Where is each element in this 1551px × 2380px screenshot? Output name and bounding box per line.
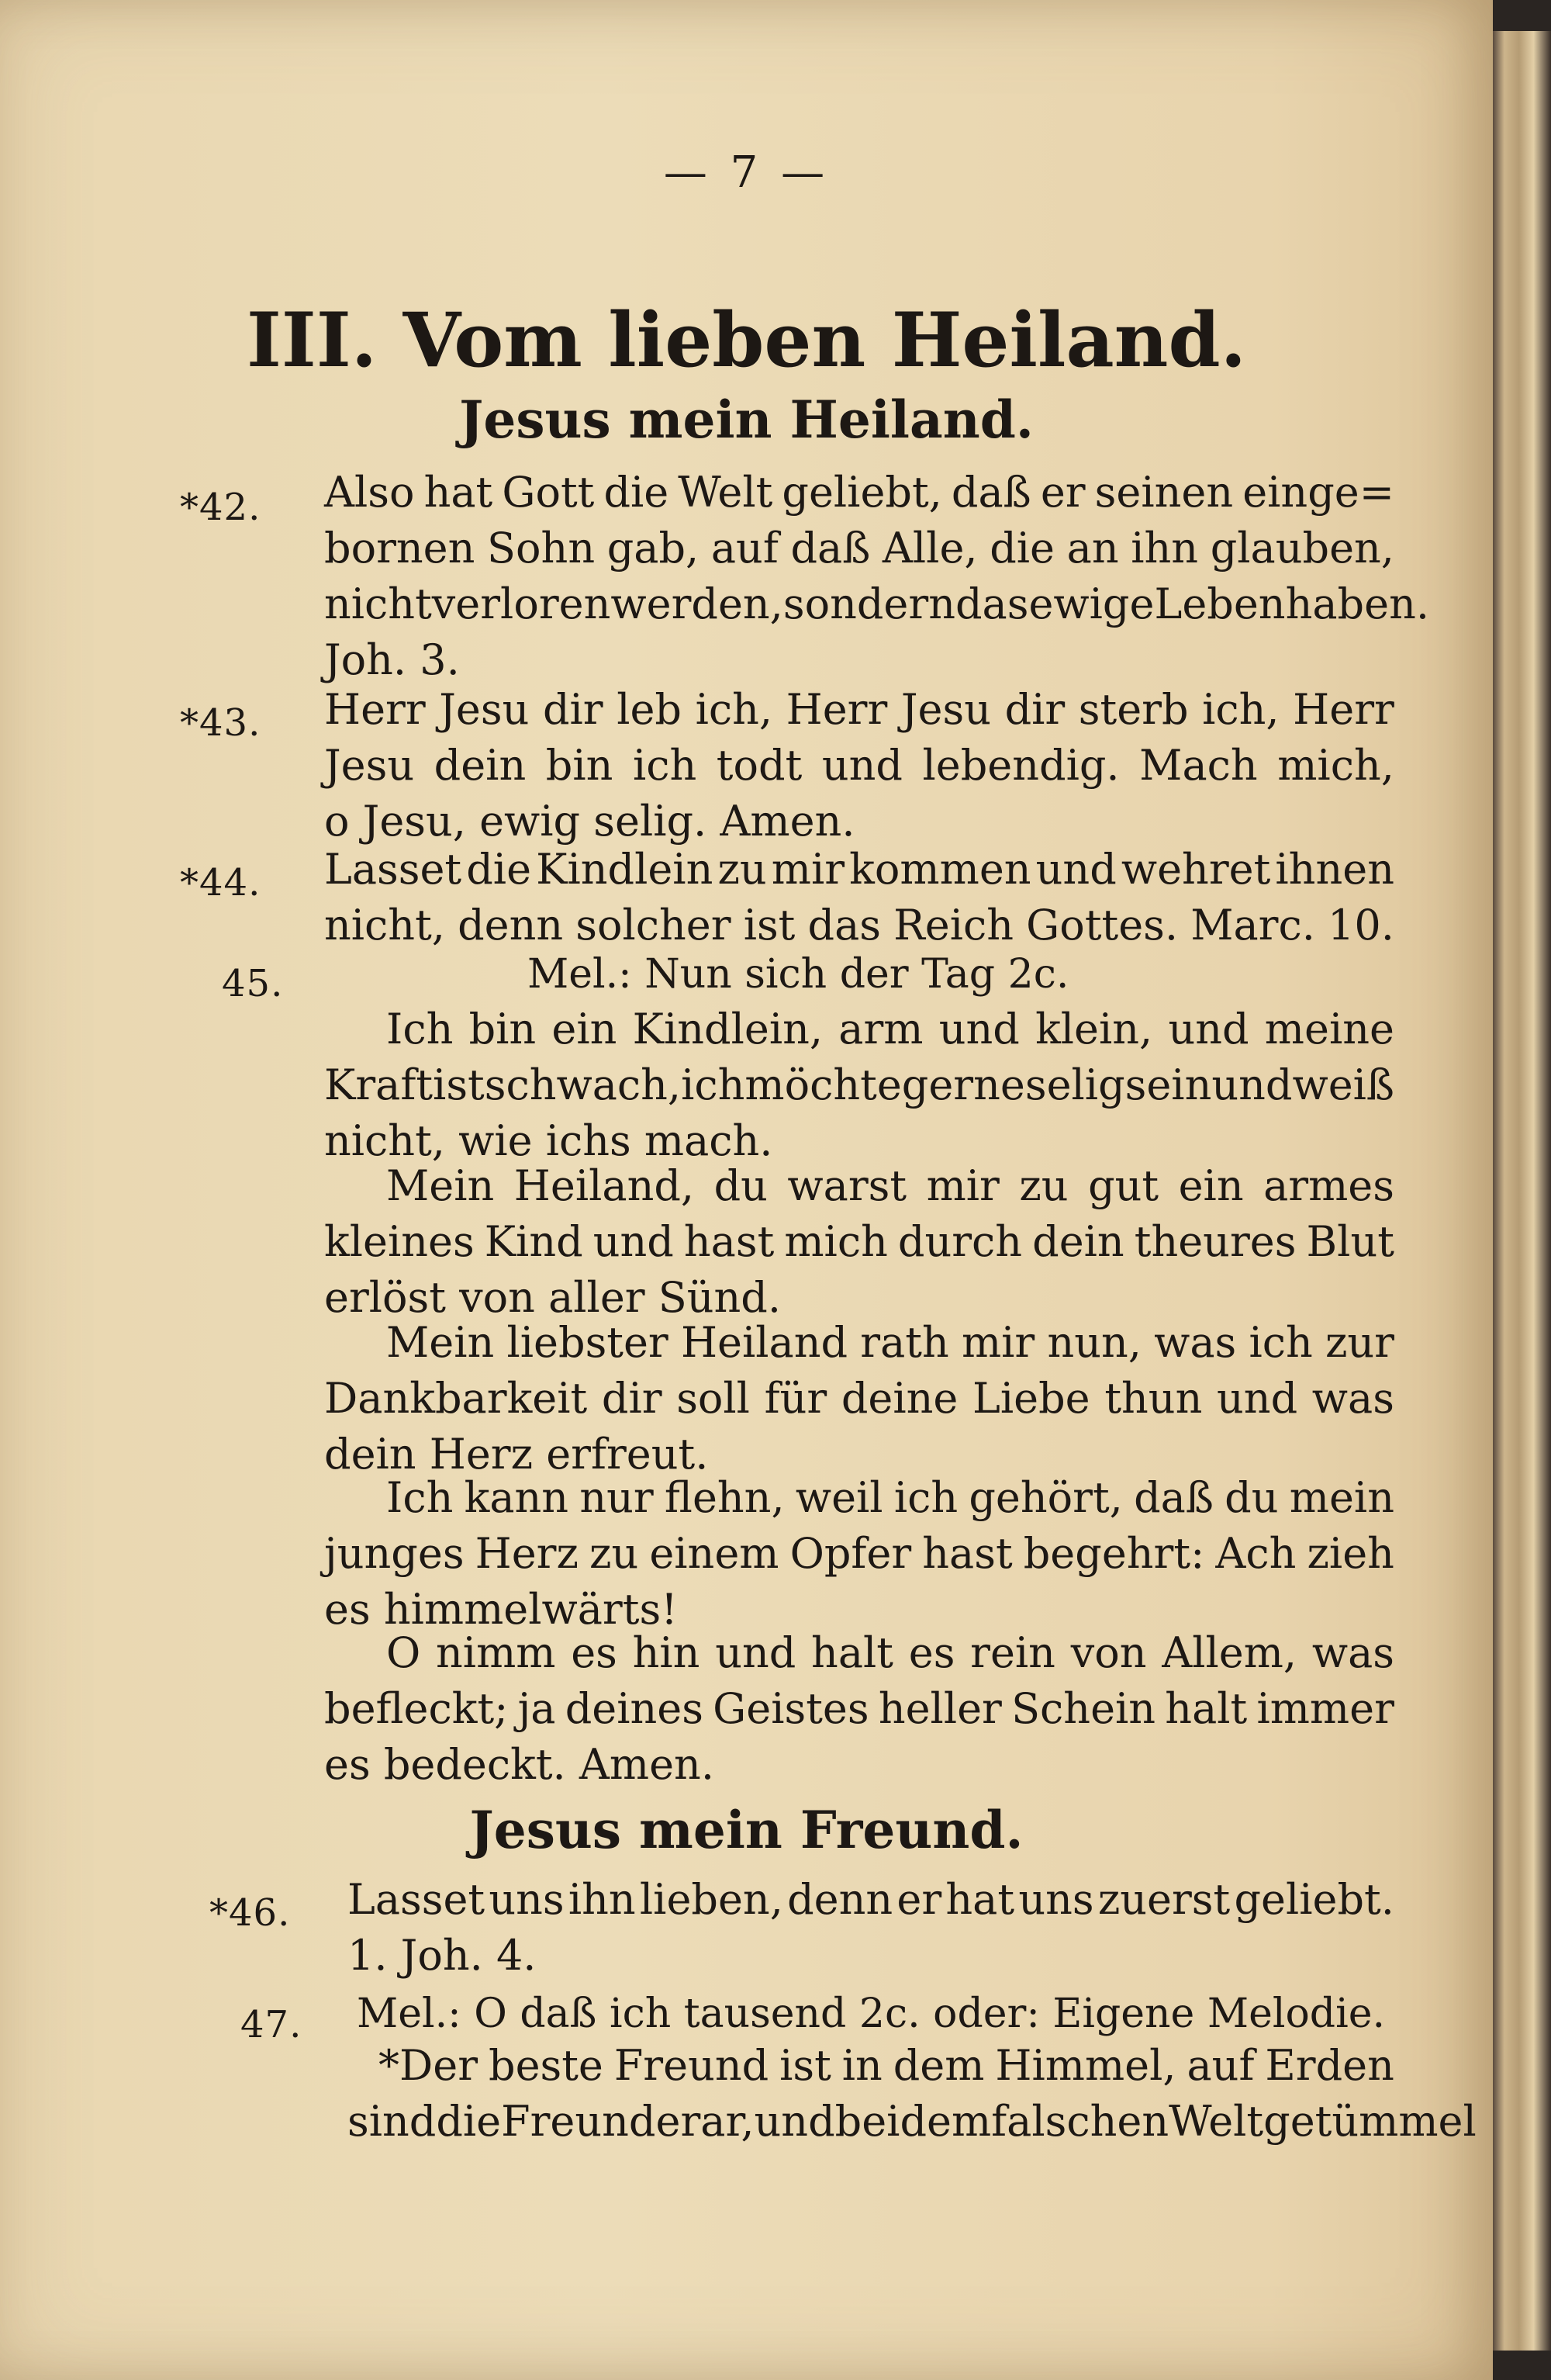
word: 10. <box>1328 901 1394 950</box>
word: Mein <box>386 1161 495 1210</box>
word: wehret <box>1121 845 1271 894</box>
word: bin <box>468 1005 537 1053</box>
word: Marc. <box>1190 901 1315 950</box>
verse-text <box>324 685 1394 856</box>
word: deines <box>565 1684 703 1733</box>
word: uns <box>1018 1875 1094 1924</box>
word: glauben, <box>1210 524 1394 573</box>
word: Welt <box>678 468 773 517</box>
word: Gottes. <box>1026 901 1179 950</box>
word: thun <box>1104 1374 1203 1423</box>
word: du <box>1225 1473 1279 1522</box>
word: nimm <box>436 1628 556 1677</box>
word: Also <box>324 468 415 517</box>
text-line <box>324 1161 1394 1221</box>
word: und <box>1168 1005 1249 1053</box>
word: mir <box>961 1318 1035 1367</box>
word: Heiland, <box>513 1161 695 1210</box>
word: daß <box>951 468 1031 517</box>
word: was <box>1154 1318 1237 1367</box>
verse-text <box>324 468 1430 695</box>
word: es <box>908 1628 955 1677</box>
entry-number: *46. <box>209 1891 291 1935</box>
word: kommen <box>849 845 1031 894</box>
word: Freunde <box>501 2097 681 2146</box>
word: liebster <box>506 1318 668 1367</box>
word: ich <box>1249 1318 1313 1367</box>
word: ewige <box>1028 579 1155 628</box>
word: arm <box>838 1005 924 1053</box>
page-number: — 7 — <box>663 147 830 198</box>
word: Kindlein, <box>632 1005 824 1053</box>
word: denn <box>458 901 564 950</box>
word: gut <box>1088 1161 1159 1210</box>
word: ein <box>1178 1161 1244 1210</box>
word: kann <box>464 1473 569 1522</box>
word: Kindlein <box>536 845 713 894</box>
word: zur <box>1325 1318 1394 1367</box>
word: sondern <box>782 579 955 628</box>
word: *Der <box>378 2041 478 2090</box>
word: ihnen <box>1275 845 1394 894</box>
word: beste <box>489 2041 603 2090</box>
word: rath <box>860 1318 949 1367</box>
word: theures <box>1134 1217 1297 1266</box>
word: O <box>386 1628 421 1677</box>
text-line <box>324 845 1394 905</box>
hymn-stanza <box>347 2041 1477 2157</box>
text-line <box>324 1529 1394 1589</box>
word: rar, <box>680 2097 755 2146</box>
word: und <box>1211 1060 1293 1109</box>
word: rein <box>970 1628 1055 1677</box>
word: Schein <box>1011 1684 1156 1733</box>
word: nicht <box>324 579 432 628</box>
word: Herz <box>475 1529 579 1578</box>
text-line <box>324 1473 1394 1533</box>
word: nur <box>579 1473 654 1522</box>
melody-reference: Mel.: Nun sich der Tag 2c. <box>527 951 1069 998</box>
word: denn <box>787 1875 893 1924</box>
word: Mein <box>386 1318 495 1367</box>
text-line <box>324 1318 1394 1378</box>
text-line: Joh. 3. <box>324 635 460 684</box>
word: Ich <box>386 1005 454 1053</box>
word: Mach <box>1139 741 1258 790</box>
word: Weltgetümmel <box>1169 2097 1477 2146</box>
text-line <box>324 1684 1394 1744</box>
word: hast <box>922 1529 1013 1578</box>
word: geliebt. <box>1234 1875 1394 1924</box>
word: Ich <box>386 1473 454 1522</box>
word: Lasset <box>324 845 462 894</box>
word: daß <box>790 524 871 573</box>
text-line <box>324 1628 1394 1688</box>
word: Herr <box>324 685 426 734</box>
word: mir <box>926 1161 1000 1210</box>
word: hat <box>945 1875 1015 1924</box>
entry-number: *42. <box>180 486 261 529</box>
word: verloren <box>431 579 611 628</box>
word: Lasset <box>347 1875 485 1924</box>
word: ist <box>779 2041 831 2090</box>
book-page-edge <box>1493 31 1551 2351</box>
word: ich <box>632 741 697 790</box>
word: immer <box>1256 1684 1394 1733</box>
word: selig <box>1024 1060 1125 1109</box>
entry-number: *44. <box>180 861 261 905</box>
word: ich, <box>1202 685 1280 734</box>
word: soll <box>676 1374 750 1423</box>
word: sein <box>1124 1060 1212 1109</box>
word: die <box>603 468 669 517</box>
word: zu <box>1019 1161 1069 1210</box>
word: die <box>466 845 532 894</box>
word: werden, <box>610 579 783 628</box>
hymn-stanza <box>324 1473 1394 1645</box>
word: kleines <box>324 1217 475 1266</box>
word: uns <box>489 1875 565 1924</box>
word: Kind <box>484 1217 583 1266</box>
word: auf <box>1187 2041 1255 2090</box>
text-line <box>324 1217 1394 1277</box>
word: ja <box>517 1684 556 1733</box>
hymn-stanza <box>324 1628 1394 1800</box>
word: befleckt; <box>324 1684 509 1733</box>
word: und <box>821 741 903 790</box>
word: sterb <box>1078 685 1189 734</box>
section-heading: Jesus mein Freund. <box>469 1800 1024 1860</box>
word: schwach, <box>484 1060 682 1109</box>
word: zieh <box>1307 1529 1394 1578</box>
text-line <box>324 524 1394 583</box>
word: lieben, <box>639 1875 783 1924</box>
word: armes <box>1263 1161 1394 1210</box>
text-line <box>324 1060 1395 1120</box>
word: die <box>990 524 1055 573</box>
word: halt <box>811 1628 893 1677</box>
word: und <box>592 1217 674 1266</box>
word: hat <box>423 468 493 517</box>
word: weil <box>795 1473 883 1522</box>
word: ein <box>551 1005 617 1053</box>
melody-reference: Mel.: O daß ich tausend 2c. oder: Eigene Melodie. <box>357 1991 1386 2037</box>
word: Herr <box>786 685 888 734</box>
word: was <box>1311 1628 1394 1677</box>
word: bornen <box>324 524 475 573</box>
word: zu <box>717 845 767 894</box>
word: Kraft <box>324 1060 434 1109</box>
word: hin <box>632 1628 700 1677</box>
section-heading: Jesus mein Heiland. <box>459 389 1034 450</box>
word: gehört, <box>969 1473 1123 1522</box>
word: deine <box>841 1374 959 1423</box>
word: Jesu <box>324 741 415 790</box>
word: und <box>1217 1374 1298 1423</box>
word: Geistes <box>713 1684 869 1733</box>
word: und <box>715 1628 796 1677</box>
word: Opfer <box>789 1529 912 1578</box>
text-line: nicht, wie ichs mach. <box>324 1116 773 1165</box>
word: Gott <box>502 468 595 517</box>
word: dem <box>900 2097 992 2146</box>
word: Herr <box>1293 685 1394 734</box>
word: und <box>938 1005 1020 1053</box>
word: hast <box>683 1217 775 1266</box>
word: leb <box>617 685 682 734</box>
word: auf <box>710 524 779 573</box>
chapter-title: III. Vom lieben Heiland. <box>247 296 1246 384</box>
word: warst <box>787 1161 907 1210</box>
word: seinen <box>1094 468 1234 517</box>
word: mir <box>771 845 845 894</box>
word: die <box>436 2097 502 2146</box>
entry-number: 47. <box>240 2003 302 2046</box>
word: todt <box>716 741 803 790</box>
text-line <box>324 1374 1394 1434</box>
hymn-stanza <box>324 1161 1394 1333</box>
text-line <box>347 2041 1394 2101</box>
word: und <box>754 2097 835 2146</box>
word: und <box>1035 845 1117 894</box>
word: Erden <box>1265 2041 1394 2090</box>
text-line <box>324 579 1430 639</box>
word: ist <box>433 1060 485 1109</box>
word: dein <box>434 741 527 790</box>
word: ich <box>893 1473 959 1522</box>
word: an <box>1066 524 1119 573</box>
text-line: es himmelwärts! <box>324 1585 678 1634</box>
text-line <box>324 741 1394 801</box>
text-line <box>324 1005 1394 1064</box>
word: nicht, <box>324 901 445 950</box>
word: daß <box>1134 1473 1214 1522</box>
entry-number: 45. <box>222 962 284 1005</box>
word: in <box>841 2041 883 2090</box>
hymn-stanza <box>324 1318 1394 1489</box>
word: zu <box>589 1529 639 1578</box>
word: geliebt, <box>782 468 942 517</box>
word: Allem, <box>1162 1628 1297 1677</box>
word: mein <box>1289 1473 1394 1522</box>
word: Alle, <box>882 524 978 573</box>
word: einem <box>649 1529 779 1578</box>
word: flehn, <box>664 1473 785 1522</box>
word: dem <box>893 2041 985 2090</box>
word: klein, <box>1035 1005 1153 1053</box>
word: ich, <box>695 685 773 734</box>
word: bei <box>834 2097 900 2146</box>
word: was <box>1311 1374 1394 1423</box>
word: Blut <box>1306 1217 1394 1266</box>
word: Liebe <box>972 1374 1090 1423</box>
word: Dankbarkeit <box>324 1374 588 1423</box>
word: er <box>1040 468 1086 517</box>
word: Heiland <box>680 1318 848 1367</box>
word: das <box>955 579 1029 628</box>
word: Jesu <box>439 685 530 734</box>
text-line: erlöst von aller Sünd. <box>324 1273 782 1322</box>
word: dir <box>1004 685 1066 734</box>
word: haben. <box>1285 579 1430 628</box>
word: ich <box>681 1060 745 1109</box>
text-line <box>324 685 1394 745</box>
word: gerne <box>901 1060 1025 1109</box>
word: einge= <box>1242 468 1394 517</box>
word: du <box>713 1161 768 1210</box>
word: für <box>764 1374 827 1423</box>
word: dir <box>542 685 603 734</box>
word: mich <box>784 1217 888 1266</box>
word: ihn <box>1131 524 1199 573</box>
word: meine <box>1264 1005 1394 1053</box>
word: begehrt: <box>1023 1529 1205 1578</box>
word: junges <box>324 1529 465 1578</box>
word: Freund <box>613 2041 769 2090</box>
word: ist <box>743 901 796 950</box>
text-line: es bedeckt. Amen. <box>324 1740 714 1789</box>
verse-text <box>324 845 1394 960</box>
word: es <box>571 1628 617 1677</box>
word: er <box>896 1875 942 1924</box>
word: Sohn <box>487 524 596 573</box>
word: Himmel, <box>995 2041 1176 2090</box>
verse-text <box>347 1875 1394 1991</box>
word: zuerst <box>1097 1875 1231 1924</box>
word: Jesu <box>900 685 991 734</box>
word: dir <box>601 1374 662 1423</box>
word: sind <box>347 2097 437 2146</box>
text-line <box>347 2097 1477 2157</box>
word: bin <box>545 741 613 790</box>
word: gab, <box>606 524 700 573</box>
word: heller <box>878 1684 1002 1733</box>
word: durch <box>897 1217 1023 1266</box>
text-line: 1. Joh. 4. <box>347 1931 537 1980</box>
word: dein <box>1032 1217 1124 1266</box>
word: Leben <box>1154 579 1286 628</box>
text-line <box>324 468 1394 528</box>
word: das <box>807 901 881 950</box>
text-line <box>347 1875 1394 1935</box>
word: Ach <box>1215 1529 1297 1578</box>
text-line: dein Herz erfreut. <box>324 1430 709 1479</box>
word: mich, <box>1277 741 1394 790</box>
word: nun, <box>1047 1318 1142 1367</box>
hymn-stanza <box>324 1005 1395 1176</box>
word: Reich <box>893 901 1014 950</box>
word: ihn <box>568 1875 636 1924</box>
entry-number: *43. <box>180 701 261 745</box>
word: solcher <box>575 901 731 950</box>
word: möchte <box>744 1060 902 1109</box>
word: von <box>1070 1628 1147 1677</box>
word: lebendig. <box>922 741 1120 790</box>
text-line: o Jesu, ewig selig. Amen. <box>324 797 855 846</box>
word: halt <box>1165 1684 1248 1733</box>
word: weiß <box>1292 1060 1395 1109</box>
word: falschen <box>991 2097 1169 2146</box>
